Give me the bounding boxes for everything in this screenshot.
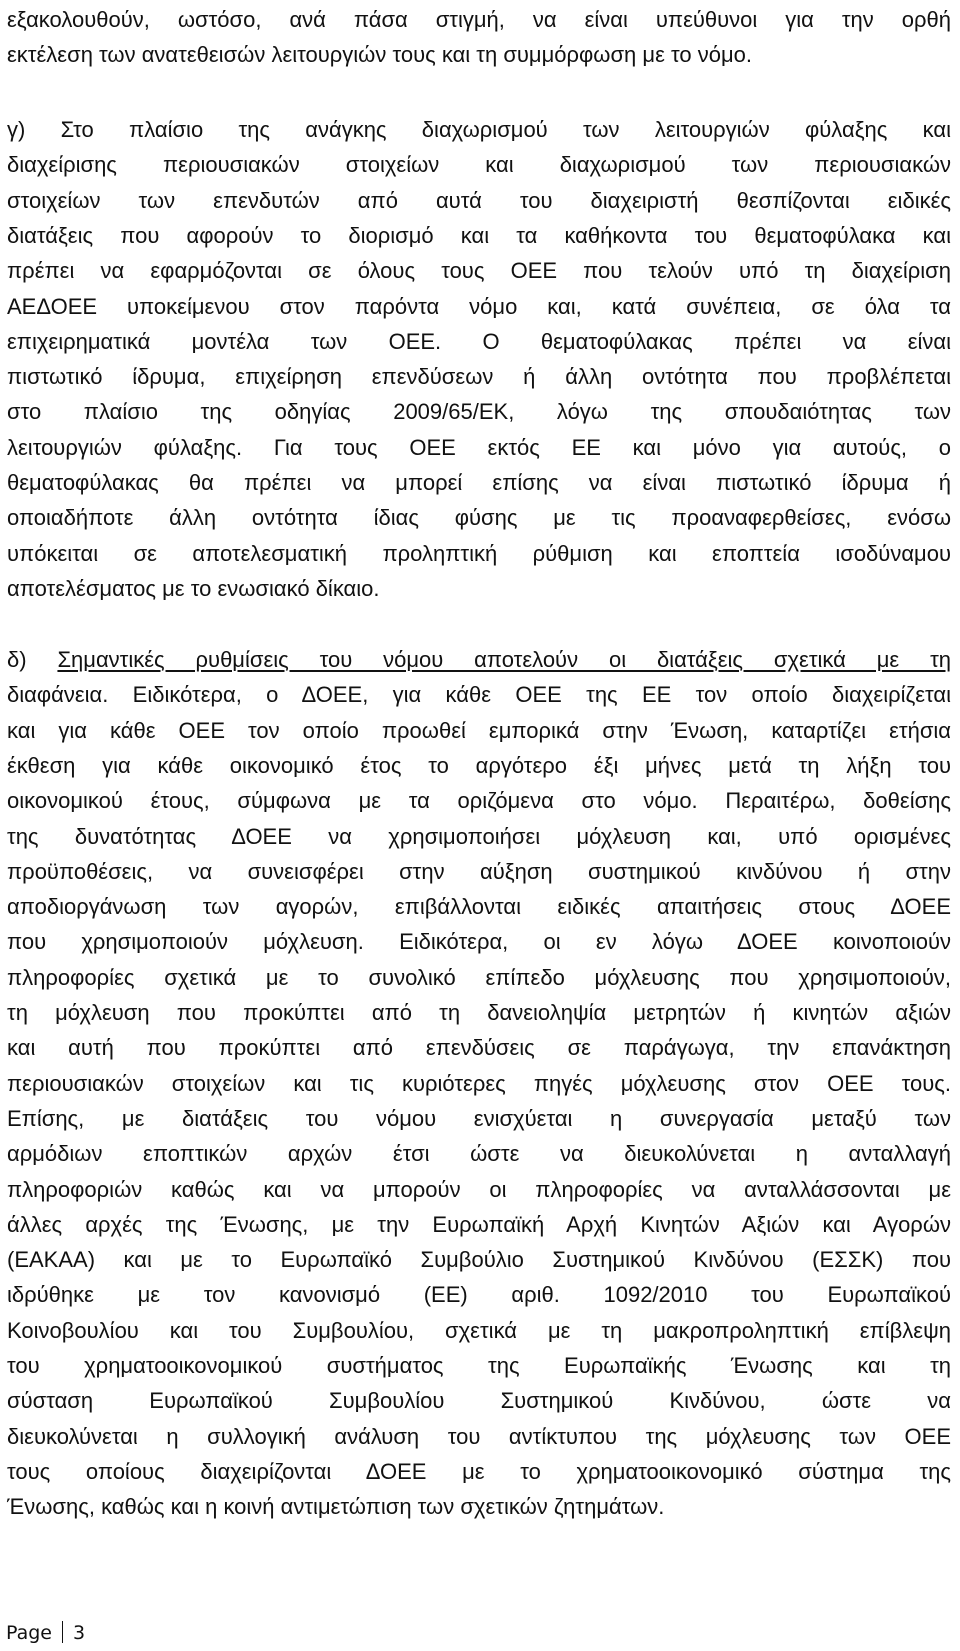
paragraph-3-line: της δυνατότητας ΔΟΕΕ να χρησιμοποιήσει μόχλευση και, υπό ορισμένες [7, 823, 951, 849]
paragraph-3-line: (ΕΑΚΑΑ) και με το Ευρωπαϊκό Συμβούλιο Συστημικού Κινδύνου (ΕΣΣΚ) που [7, 1247, 951, 1273]
paragraph-3-line: έκθεση για κάθε οικονομικό έτος το αργότερο έξι μήνες μετά τη λήξη του [7, 752, 951, 778]
paragraph-2-line: πιστωτικό ίδρυμα, επιχείρηση επενδύσεων ή άλλη οντότητα που προβλέπεται [7, 364, 951, 390]
paragraph-2-line: ΑΕΔΟΕΕ υποκείμενου στον παρόντα νόμο και, κατά συνέπεια, σε όλα τα [7, 293, 951, 319]
page-footer [6, 1620, 85, 1646]
paragraph-3-line: και αυτή που προκύπτει από επενδύσεις σε παράγωγα, την επανάκτηση [7, 1035, 951, 1061]
paragraph-2-line: διαχείρισης περιουσιακών στοιχείων και διαχωρισμού των περιουσιακών [7, 152, 951, 178]
paragraph-2-line: γ) Στο πλαίσιο της ανάγκης διαχωρισμού των λειτουργιών φύλαξης και [7, 117, 951, 142]
paragraph-3-line: πληροφοριών καθώς και να μπορούν οι πληροφορίες να ανταλλάσσονται με [7, 1176, 951, 1202]
paragraph-3-line: και για κάθε ΟΕΕ τον οποίο προωθεί εμπορικά στην Ένωση, καταρτίζει ετήσια [7, 717, 951, 743]
paragraph-3-line: ιδρύθηκε με τον κανονισμό (ΕΕ) αριθ. 1092/2010 του Ευρωπαϊκού [7, 1282, 951, 1308]
paragraph-3-line: αποδιοργάνωση των αγορών, επιβάλλονται ειδικές απαιτήσεις στους ΔΟΕΕ [7, 894, 951, 920]
paragraph-2-line: επιχειρηματικά μοντέλα των ΟΕΕ. Ο θεματοφύλακας πρέπει να είναι [7, 328, 951, 354]
paragraph-3-line: του χρηματοοικονομικού συστήματος της Ευρωπαϊκής Ένωσης και τη [7, 1353, 951, 1378]
paragraph-1-line: εξακολουθούν, ωστόσο, ανά πάσα στιγμή, να είναι υπεύθυνοι για την ορθή [7, 7, 951, 32]
paragraph-2-line: λειτουργιών φύλαξης. Για τους ΟΕΕ εκτός ΕΕ και μόνο για αυτούς, ο [7, 434, 951, 460]
paragraph-3-line: διευκολύνεται η συλλογική ανάλυση του αντίκτυπου της μόχλευσης των ΟΕΕ [7, 1423, 951, 1449]
paragraph-3-line: προϋποθέσεις, να συνεισφέρει στην αύξηση συστημικού κινδύνου ή στην [7, 858, 951, 884]
paragraph-3-line: Κοινοβουλίου και του Συμβουλίου, σχετικά με τη μακροπροληπτική επίβλεψη [7, 1317, 951, 1343]
paragraph-2-line: οποιαδήποτε άλλη οντότητα ίδιας φύσης με τις προαναφερθείσες, ενόσω [7, 505, 951, 531]
paragraph-2-line: πρέπει να εφαρμόζονται σε όλους τους ΟΕΕ που τελούν υπό τη διαχείριση [7, 258, 951, 284]
paragraph-3-line: Ένωσης, καθώς και η κοινή αντιμετώπιση των σχετικών ζητημάτων. [7, 1494, 665, 1520]
paragraph-3-line: τη μόχλευση που προκύπτει από τη δανειοληψία μετρητών ή κινητών αξιών [7, 1000, 951, 1025]
paragraph-3-line: σύσταση Ευρωπαϊκού Συμβουλίου Συστημικού Κινδύνου, ώστε να [7, 1388, 951, 1414]
page-label: Page [6, 1622, 52, 1644]
paragraph-3-line: περιουσιακών στοιχείων και τις κυριότερες πηγές μόχλευσης στον ΟΕΕ τους. [7, 1070, 951, 1096]
paragraph-2-line: υπόκειται σε αποτελεσματική προληπτική ρύθμιση και εποπτεία ισοδύναμου [7, 540, 951, 566]
paragraph-3-line: άλλες αρχές της Ένωσης, με την Ευρωπαϊκή Αρχή Κινητών Αξιών και Αγορών [7, 1211, 951, 1237]
paragraph-3-line: διαφάνεια. Ειδικότερα, ο ΔΟΕΕ, για κάθε ΟΕΕ της ΕΕ τον οποίο διαχειρίζεται [7, 682, 951, 708]
paragraph-3-line: πληροφορίες σχετικά με το συνολικό επίπεδο μόχλευσης που χρησιμοποιούν, [7, 964, 951, 990]
paragraph-2-line: θεματοφύλακας θα πρέπει να μπορεί επίσης να είναι πιστωτικό ίδρυμα ή [7, 470, 951, 495]
footer-separator [62, 1621, 63, 1643]
paragraph-3-line: δ) Σημαντικές ρυθμίσεις του νόμου αποτελούν οι διατάξεις σχετικά με τη [7, 647, 951, 672]
underlined-heading-text: Σημαντικές ρυθμίσεις του νόμου αποτελούν οι διατάξεις σχετικά με τη [57, 647, 951, 672]
paragraph-2-line: διατάξεις που αφορούν το διορισμό και τα καθήκοντα του θεματοφύλακα και [7, 222, 951, 248]
paragraph-2-line: στο πλαίσιο της οδηγίας 2009/65/ΕΚ, λόγω της σπουδαιότητας των [7, 399, 951, 425]
paragraph-3-line: οικονομικού έτους, σύμφωνα με τα οριζόμενα στο νόμο. Περαιτέρω, δοθείσης [7, 788, 951, 814]
paragraph-3-line: τους οποίους διαχειρίζονται ΔΟΕΕ με το χρηματοοικονομικό σύστημα της [7, 1458, 951, 1484]
paragraph-2-line: στοιχείων των επενδυτών από αυτά του διαχειριστή θεσπίζονται ειδικές [7, 187, 951, 213]
paragraph-3-line: αρμόδιων εποπτικών αρχών έτσι ώστε να διευκολύνεται η ανταλλαγή [7, 1141, 951, 1167]
paragraph-3-line: που χρησιμοποιούν μόχλευση. Ειδικότερα, οι εν λόγω ΔΟΕΕ κοινοποιούν [7, 929, 951, 955]
page-number: 3 [73, 1622, 86, 1644]
paragraph-1-line: εκτέλεση των ανατεθεισών λειτουργιών τους και τη συμμόρφωση με το νόμο. [7, 42, 752, 68]
paragraph-2-line: αποτελέσματος με το ενωσιακό δίκαιο. [7, 575, 380, 601]
paragraph-3-line: Επίσης, με διατάξεις του νόμου ενισχύεται η συνεργασία μεταξύ των [7, 1105, 951, 1131]
